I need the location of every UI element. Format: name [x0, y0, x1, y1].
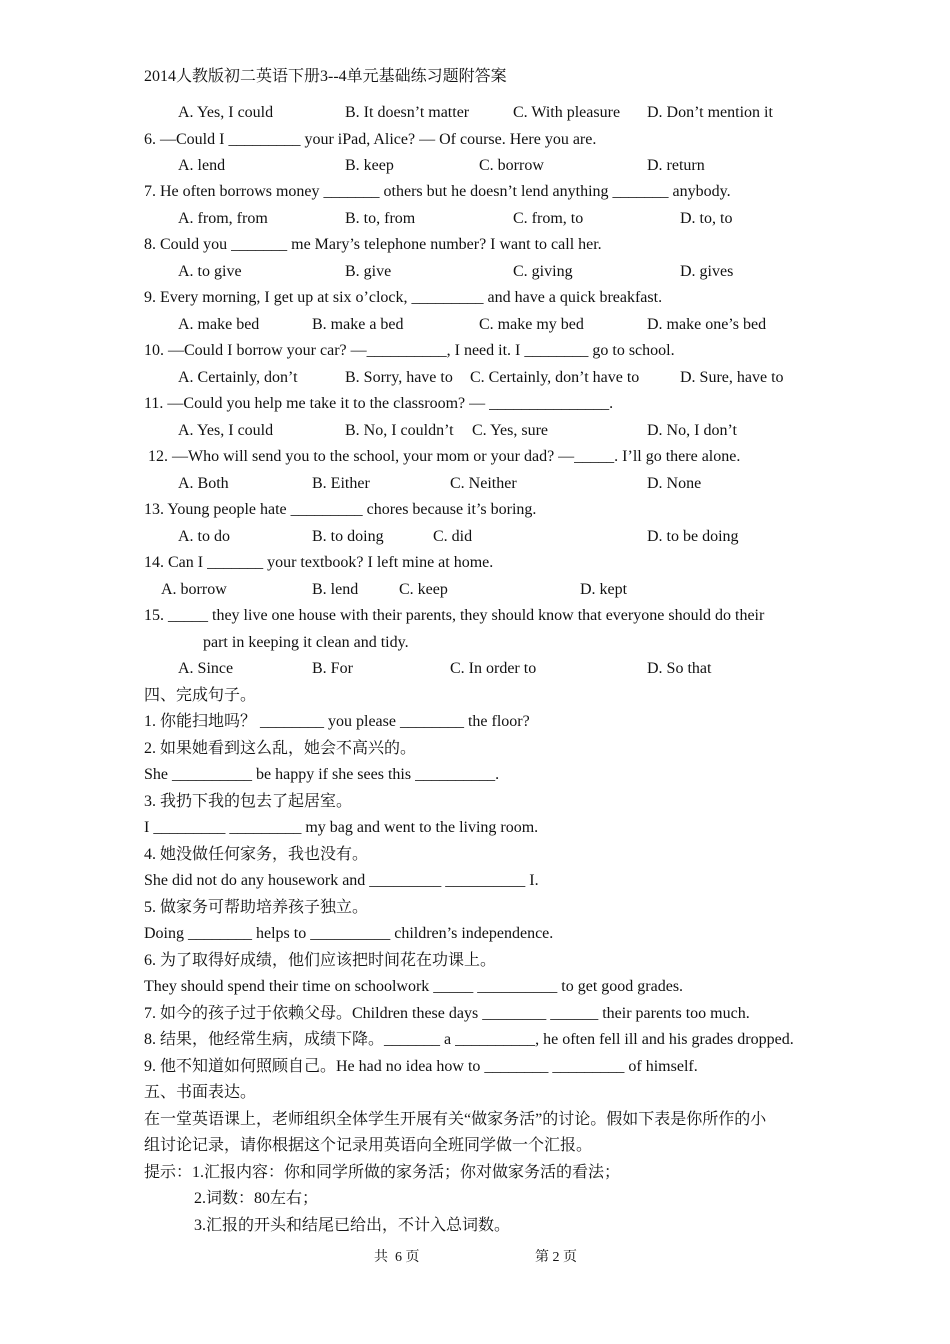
question-14-option-c: C. keep — [399, 581, 448, 598]
question-15-option-a: A. Since — [178, 660, 234, 677]
question-9-option-d: D. make one’s bed — [647, 316, 767, 333]
section-5-paragraph: 组讨论记录，请你根据这个记录用英语向全班同学做一个汇报。 — [144, 1137, 593, 1154]
question-13-option-c: C. did — [433, 528, 473, 545]
question-6-option-d: D. return — [647, 157, 705, 174]
sentence-line: I _________ _________ my bag and went to the living room. — [144, 819, 539, 836]
question-6-option-c: C. borrow — [479, 157, 544, 174]
question-11-stem: 11. —Could you help me take it to the classroom? — _______________. — [144, 395, 614, 412]
sentence-line: 4. 她没做任何家务，我也没有。 — [144, 846, 369, 863]
question-7-option-a: A. from, from — [178, 210, 268, 227]
question-10-option-d: D. Sure, have to — [680, 369, 784, 386]
sentence-line: Doing ________ helps to __________ children’s independence. — [144, 925, 554, 942]
question-10-option-a: A. Certainly, don’t — [178, 369, 298, 386]
question-15-option-d: D. So that — [647, 660, 712, 677]
prev-option-b: B. It doesn’t matter — [345, 104, 470, 121]
prev-option-d: D. Don’t mention it — [647, 104, 773, 121]
sentence-line: 2. 如果她看到这么乱，她会不高兴的。 — [144, 740, 417, 757]
question-11-option-b: B. No, I couldn’t — [345, 422, 454, 439]
footer-total-pages: 共 6 页 — [374, 1250, 420, 1265]
question-10-stem: 10. —Could I borrow your car? —__________, I need it. I ________ go to school. — [144, 342, 675, 359]
question-13-stem: 13. Young people hate _________ chores because it’s boring. — [144, 501, 537, 518]
question-6-option-b: B. keep — [345, 157, 394, 174]
sentence-line: 8. 结果，他经常生病，成绩下降。_______ a __________, he often fell ill and his grades dropped. — [144, 1031, 794, 1048]
question-14-stem: 14. Can I _______ your textbook? I left mine at home. — [144, 554, 494, 571]
question-9-option-a: A. make bed — [178, 316, 260, 333]
page-header: 2014人教版初二英语下册3--4单元基础练习题附答案 — [144, 68, 507, 85]
question-8-option-a: A. to give — [178, 263, 242, 280]
question-10-option-b: B. Sorry, have to — [345, 369, 453, 386]
question-11-option-d: D. No, I don’t — [647, 422, 737, 439]
question-8-option-d: D. gives — [680, 263, 734, 280]
question-12-stem: 12. —Who will send you to the school, your mom or your dad? —_____. I’ll go there alone. — [144, 448, 741, 465]
question-9-option-c: C. make my bed — [479, 316, 584, 333]
question-12-option-c: C. Neither — [450, 475, 517, 492]
question-10-option-c: C. Certainly, don’t have to — [470, 369, 640, 386]
question-8-option-c: C. giving — [513, 263, 573, 280]
section-4-title: 四、完成句子。 — [144, 687, 257, 704]
question-12-option-a: A. Both — [178, 475, 229, 492]
section-5-tip: 3.汇报的开头和结尾已给出，不计入总词数。 — [194, 1217, 511, 1234]
sentence-line: 6. 为了取得好成绩，他们应该把时间花在功课上。 — [144, 952, 497, 969]
question-15-option-b: B. For — [312, 660, 353, 677]
footer-current-page: 第 2 页 — [535, 1250, 577, 1265]
question-8-stem: 8. Could you _______ me Mary’s telephone number? I want to call her. — [144, 236, 602, 253]
question-14-option-d: D. kept — [580, 581, 628, 598]
question-15-stem-continued: part in keeping it clean and tidy. — [203, 634, 409, 651]
question-9-stem: 9. Every morning, I get up at six o’clock, _________ and have a quick breakfast. — [144, 289, 663, 306]
prev-option-a: A. Yes, I could — [178, 104, 274, 121]
question-7-option-b: B. to, from — [345, 210, 416, 227]
sentence-line: 9. 他不知道如何照顾自己。He had no idea how to ________ _________ of himself. — [144, 1058, 698, 1075]
sentence-line: 7. 如今的孩子过于依赖父母。Children these days ________ ______ their parents too much. — [144, 1005, 750, 1022]
question-15-stem: 15. _____ they live one house with their parents, they should know that everyone should do their — [144, 607, 765, 624]
section-5-paragraph: 在一堂英语课上，老师组织全体学生开展有关“做家务活”的讨论。假如下表是你所作的小 — [144, 1111, 767, 1128]
question-6-option-a: A. lend — [178, 157, 226, 174]
question-7-option-d: D. to, to — [680, 210, 733, 227]
question-15-option-c: C. In order to — [450, 660, 537, 677]
question-13-option-b: B. to doing — [312, 528, 384, 545]
question-13-option-d: D. to be doing — [647, 528, 739, 545]
sentence-line: 5. 做家务可帮助培养孩子独立。 — [144, 899, 369, 916]
question-9-option-b: B. make a bed — [312, 316, 404, 333]
question-14-option-b: B. lend — [312, 581, 359, 598]
question-14-option-a: A. borrow — [161, 581, 227, 598]
question-7-option-c: C. from, to — [513, 210, 584, 227]
question-6-stem: 6. —Could I _________ your iPad, Alice? — Of course. Here you are. — [144, 131, 597, 148]
section-5-tip: 2.词数：80左右； — [194, 1190, 319, 1207]
sentence-line: They should spend their time on schoolwork _____ __________ to get good grades. — [144, 978, 684, 995]
section-5-tip: 提示：1.汇报内容：你和同学所做的家务活；你对做家务活的看法； — [144, 1164, 621, 1181]
question-7-stem: 7. He often borrows money _______ others but he doesn’t lend anything _______ anybody. — [144, 183, 731, 200]
question-13-option-a: A. to do — [178, 528, 230, 545]
sentence-line: 1. 你能扫地吗？ ________ you please ________ the floor? — [144, 713, 530, 730]
question-11-option-a: A. Yes, I could — [178, 422, 274, 439]
sentence-line: 3. 我扔下我的包去了起居室。 — [144, 793, 353, 810]
question-8-option-b: B. give — [345, 263, 392, 280]
question-11-option-c: C. Yes, sure — [472, 422, 549, 439]
question-12-option-b: B. Either — [312, 475, 370, 492]
question-12-option-d: D. None — [647, 475, 702, 492]
prev-option-c: C. With pleasure — [513, 104, 621, 121]
section-5-title: 五、书面表达。 — [144, 1084, 257, 1101]
sentence-line: She did not do any housework and _________ __________ I. — [144, 872, 539, 889]
sentence-line: She __________ be happy if she sees this __________. — [144, 766, 500, 783]
